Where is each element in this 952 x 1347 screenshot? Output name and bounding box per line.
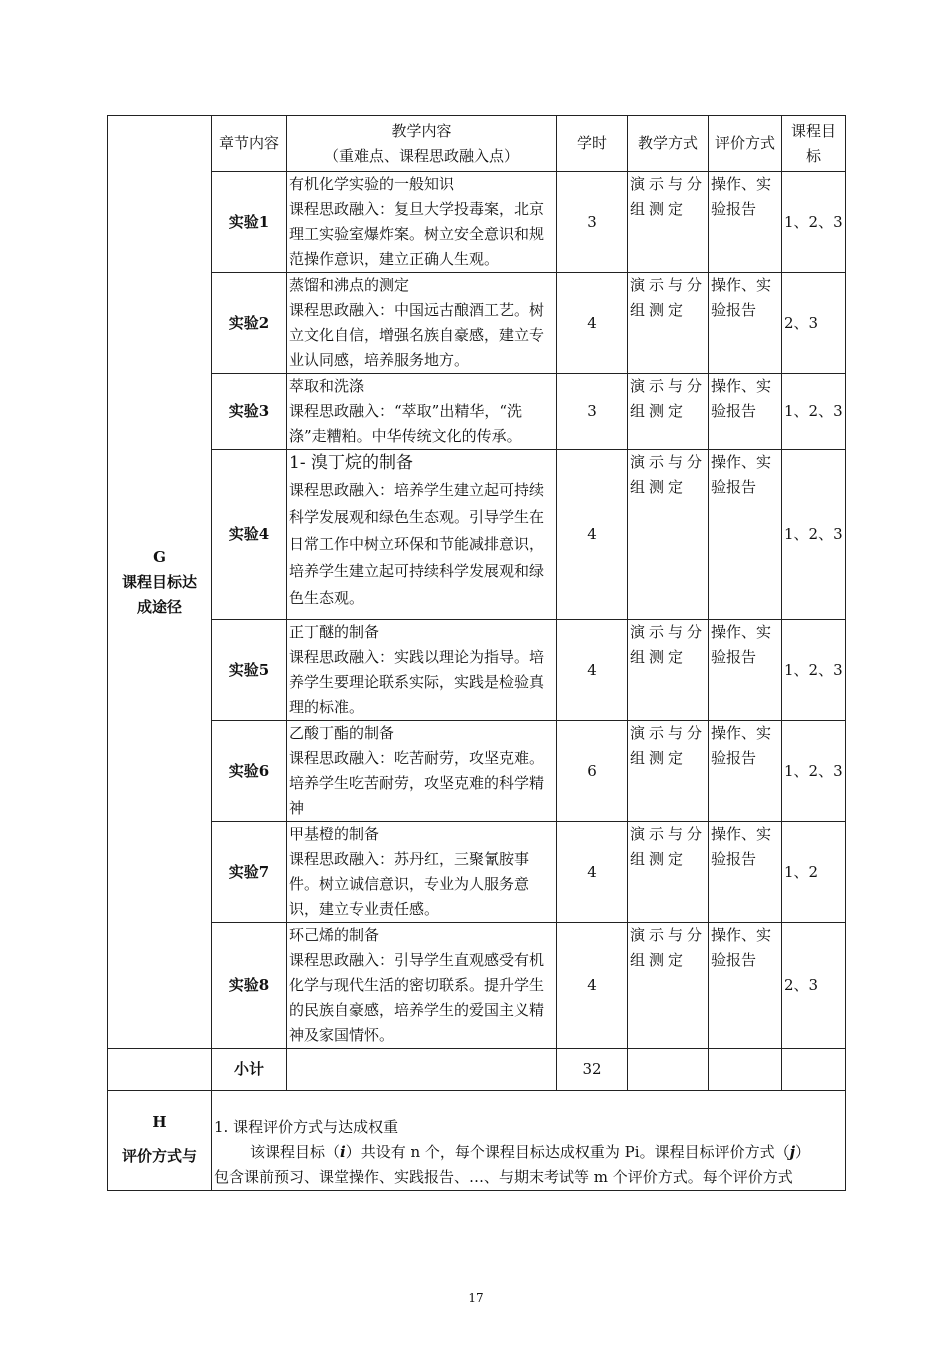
experiment-desc: 课程思政融入：吃苦耐劳，攻坚克难。培养学生吃苦耐劳，攻坚克难的科学精神 <box>289 749 545 817</box>
subtotal-empty <box>782 1049 846 1091</box>
experiment-title: 实验2 <box>212 273 287 374</box>
experiment-eval: 操作、实验报告 <box>709 620 782 721</box>
experiment-content <box>287 450 557 620</box>
experiment-title: 实验3 <box>212 374 287 450</box>
experiment-eval: 操作、实验报告 <box>709 822 782 923</box>
para-text: ） <box>795 1143 811 1161</box>
experiment-content <box>287 822 557 923</box>
section-h-paragraph <box>214 1140 843 1165</box>
table-row <box>108 273 846 374</box>
section-h-item-title: 1. 课程评价方式与达成权重 <box>214 1118 399 1136</box>
para-text: 该课程目标（ <box>250 1143 341 1161</box>
experiment-eval: 操作、实验报告 <box>709 374 782 450</box>
experiment-topic: 蒸馏和沸点的测定 <box>289 276 410 294</box>
section-h-paragraph-line2: 包含课前预习、课堂操作、实践报告、…、与期末考试等 m 个评价方式。每个评价方式 <box>214 1168 793 1186</box>
experiment-topic: 有机化学实验的一般知识 <box>289 175 455 193</box>
experiment-method: 演示与分组测定 <box>628 374 709 450</box>
header-row <box>108 116 846 172</box>
experiment-desc: 课程思政融入：复旦大学投毒案，北京理工实验室爆炸案。树立安全意识和规范操作意识，建立正确人生观。 <box>289 200 545 268</box>
experiment-method: 演示与分组测定 <box>628 923 709 1049</box>
table-row <box>108 172 846 273</box>
experiment-topic: 环己烯的制备 <box>289 926 380 944</box>
experiment-goal: 1、2 <box>782 822 846 923</box>
experiment-hours: 3 <box>557 172 628 273</box>
section-h-row <box>108 1091 846 1191</box>
experiment-goal: 2、3 <box>782 273 846 374</box>
var-i: i <box>340 1143 346 1161</box>
subtotal-hours: 32 <box>557 1049 628 1091</box>
course-table <box>107 115 846 1191</box>
experiment-eval: 操作、实验报告 <box>709 273 782 374</box>
subtotal-empty <box>628 1049 709 1091</box>
experiment-content <box>287 923 557 1049</box>
experiment-topic: 正丁醚的制备 <box>289 623 380 641</box>
experiment-method: 演示与分组测定 <box>628 721 709 822</box>
experiment-hours: 4 <box>557 923 628 1049</box>
experiment-title: 实验6 <box>212 721 287 822</box>
experiment-desc: 课程思政融入：中国远古酿酒工艺。树立文化自信，增强名族自豪感，建立专业认同感，培养服务地方。 <box>289 301 545 369</box>
section-g-label <box>108 116 212 1049</box>
table-row <box>108 721 846 822</box>
experiment-title: 实验1 <box>212 172 287 273</box>
subtotal-empty <box>709 1049 782 1091</box>
experiment-goal: 2、3 <box>782 923 846 1049</box>
section-g-title-2: 成途径 <box>136 597 182 616</box>
subtotal-empty <box>287 1049 557 1091</box>
experiment-desc: 课程思政融入：实践以理论为指导。培养学生要理论联系实际，实践是检验真理的标准。 <box>289 648 545 716</box>
table-row <box>108 450 846 620</box>
subtotal-row <box>108 1049 846 1091</box>
section-h-content <box>212 1091 846 1191</box>
experiment-title: 实验8 <box>212 923 287 1049</box>
header-hours: 学时 <box>557 116 628 172</box>
experiment-desc: 课程思政融入：引导学生直观感受有机化学与现代生活的密切联系。提升学生的民族自豪感，培养学生的爱国主义精神及家国情怀。 <box>289 951 545 1044</box>
experiment-title: 实验4 <box>212 450 287 620</box>
experiment-hours: 6 <box>557 721 628 822</box>
experiment-goal: 1、2、3 <box>782 172 846 273</box>
experiment-topic: 甲基橙的制备 <box>289 825 380 843</box>
section-g-letter: G <box>153 547 166 566</box>
experiment-goal: 1、2、3 <box>782 374 846 450</box>
experiment-topic: 萃取和洗涤 <box>289 377 365 395</box>
page-number: 17 <box>468 1291 484 1305</box>
experiment-hours: 3 <box>557 374 628 450</box>
experiment-method: 演示与分组测定 <box>628 273 709 374</box>
experiment-desc: 课程思政融入：苏丹红，三聚氰胺事件。树立诚信意识，专业为人服务意识，建立专业责任感。 <box>289 850 530 918</box>
header-method: 教学方式 <box>628 116 709 172</box>
experiment-goal: 1、2、3 <box>782 450 846 620</box>
para-text: ）共设有 n 个，每个课程目标达成权重为 Pi。课程目标评价方式（ <box>345 1143 790 1161</box>
experiment-eval: 操作、实验报告 <box>709 450 782 620</box>
experiment-desc: 课程思政融入：培养学生建立起可持续科学发展观和绿色生态观。引导学生在日常工作中树立环保和节能减排意识，培养学生建立起可持续科学发展观和绿色生态观。 <box>289 481 545 607</box>
experiment-method: 演示与分组测定 <box>628 172 709 273</box>
header-content-line1: 教学内容 <box>391 121 452 140</box>
experiment-content <box>287 620 557 721</box>
experiment-method: 演示与分组测定 <box>628 822 709 923</box>
experiment-title: 实验5 <box>212 620 287 721</box>
section-g-title-1: 课程目标达 <box>121 572 197 591</box>
experiment-content <box>287 172 557 273</box>
experiment-goal: 1、2、3 <box>782 721 846 822</box>
experiment-eval: 操作、实验报告 <box>709 721 782 822</box>
experiment-title: 实验7 <box>212 822 287 923</box>
header-content <box>287 116 557 172</box>
var-j: j <box>789 1143 796 1161</box>
table-row <box>108 923 846 1049</box>
experiment-method: 演示与分组测定 <box>628 450 709 620</box>
experiment-content <box>287 374 557 450</box>
experiment-hours: 4 <box>557 273 628 374</box>
table-row <box>108 620 846 721</box>
section-h-letter: H <box>152 1113 167 1131</box>
section-h-label <box>108 1091 212 1191</box>
experiment-topic: 1- 溴丁烷的制备 <box>289 453 413 473</box>
experiment-content <box>287 273 557 374</box>
subtotal-label: 小计 <box>212 1049 287 1091</box>
table-row <box>108 822 846 923</box>
header-evaluation: 评价方式 <box>709 116 782 172</box>
experiment-hours: 4 <box>557 450 628 620</box>
table-row <box>108 374 846 450</box>
header-content-line2: （重难点、课程思政融入点） <box>323 146 519 165</box>
experiment-method: 演示与分组测定 <box>628 620 709 721</box>
experiment-goal: 1、2、3 <box>782 620 846 721</box>
experiment-content <box>287 721 557 822</box>
experiment-eval: 操作、实验报告 <box>709 172 782 273</box>
experiment-hours: 4 <box>557 822 628 923</box>
experiment-eval: 操作、实验报告 <box>709 923 782 1049</box>
experiment-desc: 课程思政融入：“萃取”出精华，“洗涤”走糟粕。中华传统文化的传承。 <box>289 402 523 445</box>
experiment-topic: 乙酸丁酯的制备 <box>289 724 395 742</box>
experiment-hours: 4 <box>557 620 628 721</box>
header-goal: 课程目标 <box>782 116 846 172</box>
section-h-title: 评价方式与 <box>121 1147 197 1165</box>
header-chapter: 章节内容 <box>212 116 287 172</box>
subtotal-empty <box>108 1049 212 1091</box>
